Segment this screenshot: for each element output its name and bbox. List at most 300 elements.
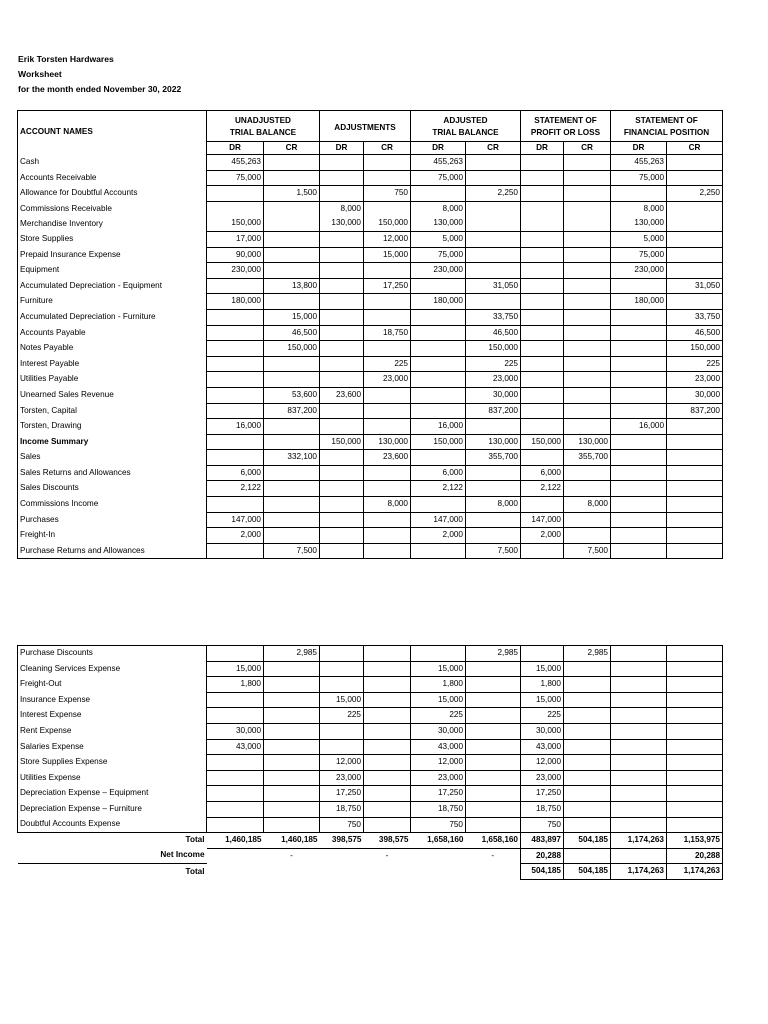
amount-cell: 130,000 <box>364 434 411 450</box>
dr-column-header: DR <box>411 142 466 155</box>
amount-cell <box>364 786 411 802</box>
table-row <box>18 739 723 755</box>
grand-total-row-amount: 504,185 <box>564 864 611 880</box>
amount-cell <box>364 708 411 724</box>
amount-cell <box>466 155 521 171</box>
account-name: Doubtful Accounts Expense <box>18 817 207 833</box>
account-name: Interest Payable <box>18 356 207 372</box>
amount-cell: 6,000 <box>411 465 466 481</box>
net-income-row-amount <box>320 848 364 864</box>
amount-cell <box>521 278 564 294</box>
table-row <box>18 216 723 231</box>
amount-cell <box>264 481 320 497</box>
cr-column-header: CR <box>364 142 411 155</box>
amount-cell: 12,000 <box>364 231 411 247</box>
amount-cell <box>207 817 264 833</box>
table-row <box>18 294 723 310</box>
table-row <box>18 543 723 559</box>
worksheet-table-bottom <box>17 645 723 880</box>
amount-cell <box>564 755 611 771</box>
amount-cell <box>667 263 723 279</box>
amount-cell: 150,000 <box>521 434 564 450</box>
amount-cell <box>466 170 521 186</box>
amount-cell <box>521 186 564 202</box>
amount-cell <box>521 216 564 231</box>
amount-cell <box>611 723 667 739</box>
account-name: Merchandise Inventory <box>18 216 207 231</box>
amount-cell <box>564 481 611 497</box>
group-title-line2: TRIAL BALANCE <box>229 128 297 137</box>
amount-cell: 130,000 <box>611 216 667 231</box>
amount-cell: 130,000 <box>320 216 364 231</box>
amount-cell <box>564 661 611 677</box>
amount-cell: 17,250 <box>320 786 364 802</box>
table-row <box>18 247 723 263</box>
account-name: Purchase Discounts <box>18 646 207 662</box>
amount-cell <box>521 646 564 662</box>
account-name: Commissions Income <box>18 497 207 513</box>
amount-cell <box>207 434 264 450</box>
amount-cell: 46,500 <box>667 325 723 341</box>
amount-cell <box>320 325 364 341</box>
amount-cell <box>320 723 364 739</box>
amount-cell <box>564 278 611 294</box>
amount-cell: 18,750 <box>411 801 466 817</box>
amount-cell <box>466 216 521 231</box>
amount-cell <box>611 403 667 419</box>
amount-cell <box>611 661 667 677</box>
amount-cell <box>320 465 364 481</box>
net-income-row-label: Net Income <box>18 848 207 864</box>
amount-cell <box>264 528 320 544</box>
amount-cell <box>466 755 521 771</box>
amount-cell <box>264 497 320 513</box>
amount-cell: 30,000 <box>521 723 564 739</box>
group-title-line2: ADJUSTMENTS <box>334 123 396 133</box>
amount-cell <box>207 450 264 466</box>
amount-cell: 2,985 <box>466 646 521 662</box>
amount-cell <box>564 512 611 528</box>
amount-cell: 147,000 <box>411 512 466 528</box>
table-row <box>18 481 723 497</box>
amount-cell <box>364 817 411 833</box>
amount-cell: 750 <box>521 817 564 833</box>
amount-cell: 355,700 <box>466 450 521 466</box>
amount-cell <box>364 646 411 662</box>
account-name: Store Supplies <box>18 231 207 247</box>
amount-cell <box>264 739 320 755</box>
table-row <box>18 465 723 481</box>
amount-cell: 7,500 <box>564 543 611 559</box>
amount-cell: 5,000 <box>411 231 466 247</box>
amount-cell: 225 <box>411 708 466 724</box>
amount-cell <box>364 512 411 528</box>
amount-cell <box>364 403 411 419</box>
amount-cell: 7,500 <box>264 543 320 559</box>
amount-cell <box>411 403 466 419</box>
amount-cell <box>466 231 521 247</box>
amount-cell: 750 <box>320 817 364 833</box>
amount-cell <box>611 497 667 513</box>
amount-cell <box>207 309 264 325</box>
amount-cell: 18,750 <box>320 801 364 817</box>
amount-cell <box>320 170 364 186</box>
amount-cell <box>667 465 723 481</box>
amount-cell: 15,000 <box>411 661 466 677</box>
amount-cell: 30,000 <box>411 723 466 739</box>
amount-cell <box>264 465 320 481</box>
amount-cell: 75,000 <box>611 170 667 186</box>
amount-cell <box>667 543 723 559</box>
amount-cell: 8,000 <box>320 201 364 216</box>
table-row <box>18 708 723 724</box>
amount-cell: 130,000 <box>411 216 466 231</box>
amount-cell: 75,000 <box>411 170 466 186</box>
grand-total-row-amount: 504,185 <box>521 864 564 880</box>
amount-cell: 8,000 <box>466 497 521 513</box>
amount-cell: 43,000 <box>411 739 466 755</box>
amount-cell <box>611 692 667 708</box>
amount-cell <box>611 646 667 662</box>
amount-cell <box>364 661 411 677</box>
amount-cell: 43,000 <box>521 739 564 755</box>
worksheet-table-top <box>17 110 723 559</box>
amount-cell <box>466 528 521 544</box>
table-row <box>18 403 723 419</box>
document-title: Worksheet <box>18 69 62 79</box>
account-name: Freight-Out <box>18 677 207 693</box>
table-row <box>18 755 723 771</box>
table-row <box>18 263 723 279</box>
amount-cell: 31,050 <box>466 278 521 294</box>
group-title-line2: PROFIT OR LOSS <box>530 128 601 137</box>
amount-cell: 33,750 <box>667 309 723 325</box>
amount-cell <box>264 155 320 171</box>
account-name: Unearned Sales Revenue <box>18 387 207 403</box>
amount-cell: 16,000 <box>207 419 264 435</box>
amount-cell <box>466 708 521 724</box>
amount-cell <box>207 692 264 708</box>
table-row <box>18 387 723 403</box>
amount-cell: 6,000 <box>521 465 564 481</box>
amount-cell <box>364 294 411 310</box>
amount-cell: 8,000 <box>611 201 667 216</box>
net-income-row-amount <box>611 848 667 864</box>
amount-cell <box>411 356 466 372</box>
amount-cell <box>207 325 264 341</box>
amount-cell <box>564 465 611 481</box>
amount-cell: 2,122 <box>207 481 264 497</box>
cr-column-header: CR <box>564 142 611 155</box>
amount-cell <box>207 708 264 724</box>
amount-cell: 225 <box>667 356 723 372</box>
amount-cell <box>320 247 364 263</box>
amount-cell <box>667 216 723 231</box>
grand-total-row-amount <box>320 864 364 880</box>
amount-cell: 15,000 <box>411 692 466 708</box>
amount-cell <box>411 450 466 466</box>
amount-cell <box>667 481 723 497</box>
net-income-row-amount: 20,288 <box>667 848 723 864</box>
amount-cell <box>411 309 466 325</box>
account-name: Cash <box>18 155 207 171</box>
amount-cell <box>611 278 667 294</box>
column-group-header <box>320 111 411 142</box>
amount-cell <box>466 419 521 435</box>
table-row <box>18 677 723 693</box>
amount-cell <box>667 201 723 216</box>
account-name: Insurance Expense <box>18 692 207 708</box>
grand-total-row-amount: 1,174,263 <box>611 864 667 880</box>
total-row-amount: 483,897 <box>521 833 564 849</box>
amount-cell: 2,250 <box>466 186 521 202</box>
amount-cell: 17,250 <box>364 278 411 294</box>
amount-cell <box>667 247 723 263</box>
amount-cell: 30,000 <box>207 723 264 739</box>
amount-cell: 12,000 <box>521 755 564 771</box>
amount-cell: 18,750 <box>364 325 411 341</box>
table-row <box>18 372 723 388</box>
amount-cell <box>564 419 611 435</box>
amount-cell <box>667 755 723 771</box>
amount-cell <box>564 387 611 403</box>
table-row <box>18 512 723 528</box>
amount-cell: 225 <box>521 708 564 724</box>
table-row <box>18 723 723 739</box>
amount-cell: 23,600 <box>320 387 364 403</box>
amount-cell: 1,500 <box>264 186 320 202</box>
amount-cell <box>667 786 723 802</box>
amount-cell <box>611 372 667 388</box>
amount-cell <box>207 786 264 802</box>
amount-cell <box>320 528 364 544</box>
amount-cell: 46,500 <box>466 325 521 341</box>
amount-cell <box>207 646 264 662</box>
amount-cell <box>320 372 364 388</box>
amount-cell <box>521 231 564 247</box>
amount-cell: 15,000 <box>264 309 320 325</box>
net-income-row-amount <box>207 848 264 864</box>
amount-cell: 837,200 <box>264 403 320 419</box>
amount-cell <box>320 512 364 528</box>
amount-cell <box>264 372 320 388</box>
account-name: Sales <box>18 450 207 466</box>
amount-cell <box>364 543 411 559</box>
grand-total-row-amount <box>207 864 264 880</box>
group-title-line1: UNADJUSTED <box>235 115 291 125</box>
account-name: Income Summary <box>18 434 207 450</box>
amount-cell: 2,000 <box>521 528 564 544</box>
amount-cell: 5,000 <box>611 231 667 247</box>
amount-cell: 130,000 <box>564 434 611 450</box>
amount-cell <box>411 186 466 202</box>
amount-cell: 147,000 <box>207 512 264 528</box>
amount-cell <box>564 528 611 544</box>
amount-cell: 2,122 <box>411 481 466 497</box>
amount-cell: 6,000 <box>207 465 264 481</box>
amount-cell <box>264 263 320 279</box>
amount-cell <box>667 770 723 786</box>
amount-cell: 8,000 <box>411 201 466 216</box>
amount-cell <box>364 263 411 279</box>
amount-cell <box>207 403 264 419</box>
amount-cell: 150,000 <box>364 216 411 231</box>
total-row-label: Total <box>185 835 205 845</box>
table-row <box>18 817 723 833</box>
amount-cell: 455,263 <box>411 155 466 171</box>
total-row-amount: 1,460,185 <box>264 833 320 849</box>
amount-cell <box>521 294 564 310</box>
amount-cell <box>364 170 411 186</box>
amount-cell: 15,000 <box>521 661 564 677</box>
cr-column-header: CR <box>466 142 521 155</box>
amount-cell <box>207 278 264 294</box>
amount-cell <box>564 263 611 279</box>
amount-cell <box>611 708 667 724</box>
amount-cell: 23,000 <box>320 770 364 786</box>
amount-cell <box>667 528 723 544</box>
amount-cell <box>667 817 723 833</box>
account-name: Accounts Payable <box>18 325 207 341</box>
amount-cell <box>411 278 466 294</box>
account-name: Prepaid Insurance Expense <box>18 247 207 263</box>
amount-cell: 150,000 <box>411 434 466 450</box>
grand-total-row-amount <box>364 864 411 880</box>
grand-total-row-label: Total <box>185 866 205 876</box>
amount-cell <box>521 170 564 186</box>
amount-cell <box>411 341 466 357</box>
group-title-line1: STATEMENT OF <box>534 115 597 125</box>
amount-cell <box>364 723 411 739</box>
amount-cell <box>264 708 320 724</box>
table-row <box>18 419 723 435</box>
account-name: Utilities Payable <box>18 372 207 388</box>
amount-cell <box>564 723 611 739</box>
amount-cell <box>320 481 364 497</box>
amount-cell <box>264 723 320 739</box>
amount-cell <box>264 247 320 263</box>
amount-cell <box>611 434 667 450</box>
account-names-header: ACCOUNT NAMES <box>18 111 207 155</box>
amount-cell <box>466 677 521 693</box>
amount-cell: 7,500 <box>466 543 521 559</box>
amount-cell: 230,000 <box>207 263 264 279</box>
column-group-header <box>611 111 723 142</box>
amount-cell <box>564 356 611 372</box>
amount-cell <box>564 155 611 171</box>
amount-cell <box>320 186 364 202</box>
amount-cell <box>207 372 264 388</box>
amount-cell <box>564 309 611 325</box>
net-income-row-amount: 20,288 <box>521 848 564 864</box>
amount-cell: 46,500 <box>264 325 320 341</box>
amount-cell <box>466 770 521 786</box>
amount-cell: 15,000 <box>320 692 364 708</box>
total-row-amount: 504,185 <box>564 833 611 849</box>
amount-cell <box>667 646 723 662</box>
account-name: Sales Discounts <box>18 481 207 497</box>
amount-cell: 837,200 <box>667 403 723 419</box>
amount-cell: 17,250 <box>521 786 564 802</box>
account-name: Notes Payable <box>18 341 207 357</box>
amount-cell: 150,000 <box>207 216 264 231</box>
amount-cell <box>207 201 264 216</box>
amount-cell <box>320 294 364 310</box>
amount-cell: 30,000 <box>466 387 521 403</box>
account-name: Torsten, Drawing <box>18 419 207 435</box>
amount-cell <box>364 692 411 708</box>
amount-cell <box>466 692 521 708</box>
grand-total-row-amount <box>466 864 521 880</box>
amount-cell: 1,800 <box>521 677 564 693</box>
amount-cell <box>264 661 320 677</box>
amount-cell: 12,000 <box>320 755 364 771</box>
amount-cell <box>521 155 564 171</box>
amount-cell <box>564 186 611 202</box>
account-name: Accumulated Depreciation - Equipment <box>18 278 207 294</box>
amount-cell <box>667 434 723 450</box>
amount-cell <box>320 543 364 559</box>
amount-cell <box>667 677 723 693</box>
amount-cell <box>611 755 667 771</box>
amount-cell <box>364 755 411 771</box>
amount-cell <box>466 481 521 497</box>
amount-cell <box>320 309 364 325</box>
amount-cell: 455,263 <box>207 155 264 171</box>
amount-cell <box>564 692 611 708</box>
account-name: Purchases <box>18 512 207 528</box>
amount-cell <box>207 770 264 786</box>
net-income-row-amount <box>564 848 611 864</box>
account-name: Freight-In <box>18 528 207 544</box>
table-row <box>18 231 723 247</box>
amount-cell <box>364 419 411 435</box>
amount-cell <box>521 403 564 419</box>
amount-cell <box>264 512 320 528</box>
amount-cell <box>264 419 320 435</box>
amount-cell: 23,000 <box>466 372 521 388</box>
column-group-header <box>411 111 521 142</box>
amount-cell <box>611 481 667 497</box>
amount-cell <box>521 247 564 263</box>
amount-cell <box>466 294 521 310</box>
amount-cell <box>521 341 564 357</box>
amount-cell <box>411 372 466 388</box>
amount-cell: 225 <box>466 356 521 372</box>
amount-cell: 75,000 <box>411 247 466 263</box>
table-row <box>18 309 723 325</box>
amount-cell <box>564 786 611 802</box>
amount-cell <box>667 419 723 435</box>
amount-cell <box>564 341 611 357</box>
dr-column-header: DR <box>611 142 667 155</box>
amount-cell <box>264 755 320 771</box>
amount-cell <box>207 387 264 403</box>
total-row-amount: 398,575 <box>364 833 411 849</box>
total-row-amount: 1,460,185 <box>207 833 264 849</box>
table-row <box>18 661 723 677</box>
amount-cell: 130,000 <box>466 434 521 450</box>
amount-cell <box>564 739 611 755</box>
amount-cell <box>264 692 320 708</box>
amount-cell <box>611 677 667 693</box>
account-name: Torsten, Capital <box>18 403 207 419</box>
amount-cell <box>364 341 411 357</box>
table-row <box>18 341 723 357</box>
amount-cell <box>611 325 667 341</box>
amount-cell <box>264 216 320 231</box>
amount-cell: 8,000 <box>564 497 611 513</box>
